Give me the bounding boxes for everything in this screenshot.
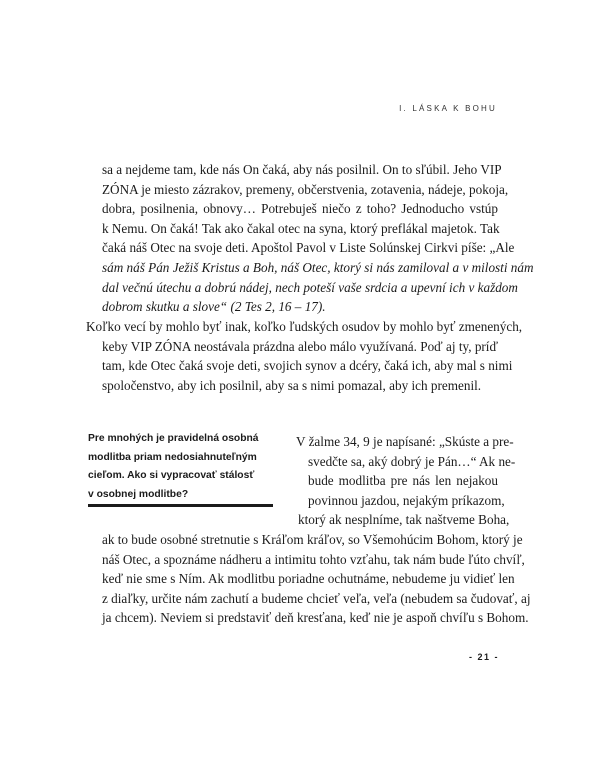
paragraph-2 <box>86 317 523 395</box>
text-line: z diaľky, určite nám zachutí a budeme chcieť veľa, veľa (nebudem sa čudovať, aj <box>102 590 531 606</box>
text-line: k Nemu. On čaká! Tak ako čakal otec na syna, ktorý preflákal majetok. Tak <box>102 220 500 236</box>
text-line: keby VIP ZÓNA neostávala prázdna alebo málo využívaná. Poď aj ty, príď <box>102 338 498 354</box>
text-line: ja chcem). Neviem si predstaviť deň kresťana, keď nie je aspoň chvíľu s Bohom. <box>102 610 529 626</box>
pull-quote-line: modlitba priam nedosiahnuteľným <box>88 451 257 463</box>
text-line: ktorý ak nesplníme, tak naštveme Boha, <box>298 512 510 528</box>
text-line: čaká náš Otec na svoje deti. Apoštol Pavol v Liste Solúnskej Cirkvi píše: „Ale <box>102 240 515 256</box>
text-line: spoločenstvo, aby ich posilnil, aby sa s nimi pomazal, aby ich premenil. <box>102 377 482 393</box>
text-line: tam, kde Otec čaká svoje deti, svojich synov a dcéry, čaká ich, aby mal s nimi <box>102 358 513 374</box>
pull-quote-line: cieľom. Ako si vypracovať stálosť <box>88 470 255 481</box>
text-line: ak to bude osobné stretnutie s Kráľom kráľov, so Všemohúcim Bohom, ktorý je <box>102 531 523 547</box>
text-line: V žalme 34, 9 je napísané: „Skúste a pre- <box>296 434 514 449</box>
running-title: I. LÁSKA K BOHU <box>399 104 497 113</box>
text-line: keď nie sme s Ním. Ak modlitbu poriadne ochutnáme, nebudeme ju vidieť len <box>102 571 515 587</box>
text-line: ZÓNA je miesto zázrakov, premeny, občerstvenia, zotavenia, nádeje, pokoja, <box>102 181 509 197</box>
pull-quote-line: Pre mnohých je pravidelná osobná <box>88 433 259 444</box>
quote-line: sám náš Pán Ježiš Kristus a Boh, náš Otec, ktorý si nás zamiloval a v milosti nám <box>102 259 534 275</box>
text-line: povinnou jazdou, nejakým príkazom, <box>308 492 505 508</box>
paragraph-3 <box>102 432 531 628</box>
text-line: Koľko vecí by mohlo byť inak, koľko ľudských osudov by mohlo byť zmenených, <box>86 319 523 334</box>
text-line: bude modlitba pre nás len nejakou <box>308 473 498 489</box>
quote-line: dal večnú útechu a dobrú nádej, nech poteší vaše srdcia a upevní ich v každom <box>102 279 518 295</box>
text-line: dobra, posilnenia, obnovy… Potrebuješ niečo z toho? Jednoducho vstúp <box>102 201 498 217</box>
text-line: náš Otec, a spoznáme nádheru a intimitu tohto vzťahu, tak nám bude ľúto chvíľ, <box>102 551 525 567</box>
quote-line: dobrom skutku a slove“ (2 Tes 2, 16 – 17). <box>102 299 326 315</box>
pull-quote-line: v osobnej modlitbe? <box>88 488 189 500</box>
page-number: - 21 - <box>468 652 499 662</box>
text-line: sa a nejdeme tam, kde nás On čaká, aby nás posilnil. On to sľúbil. Jeho VIP <box>102 162 502 177</box>
paragraph-1 <box>102 160 534 317</box>
text-line: svedčte sa, aký dobrý je Pán…“ Ak ne- <box>308 453 516 469</box>
